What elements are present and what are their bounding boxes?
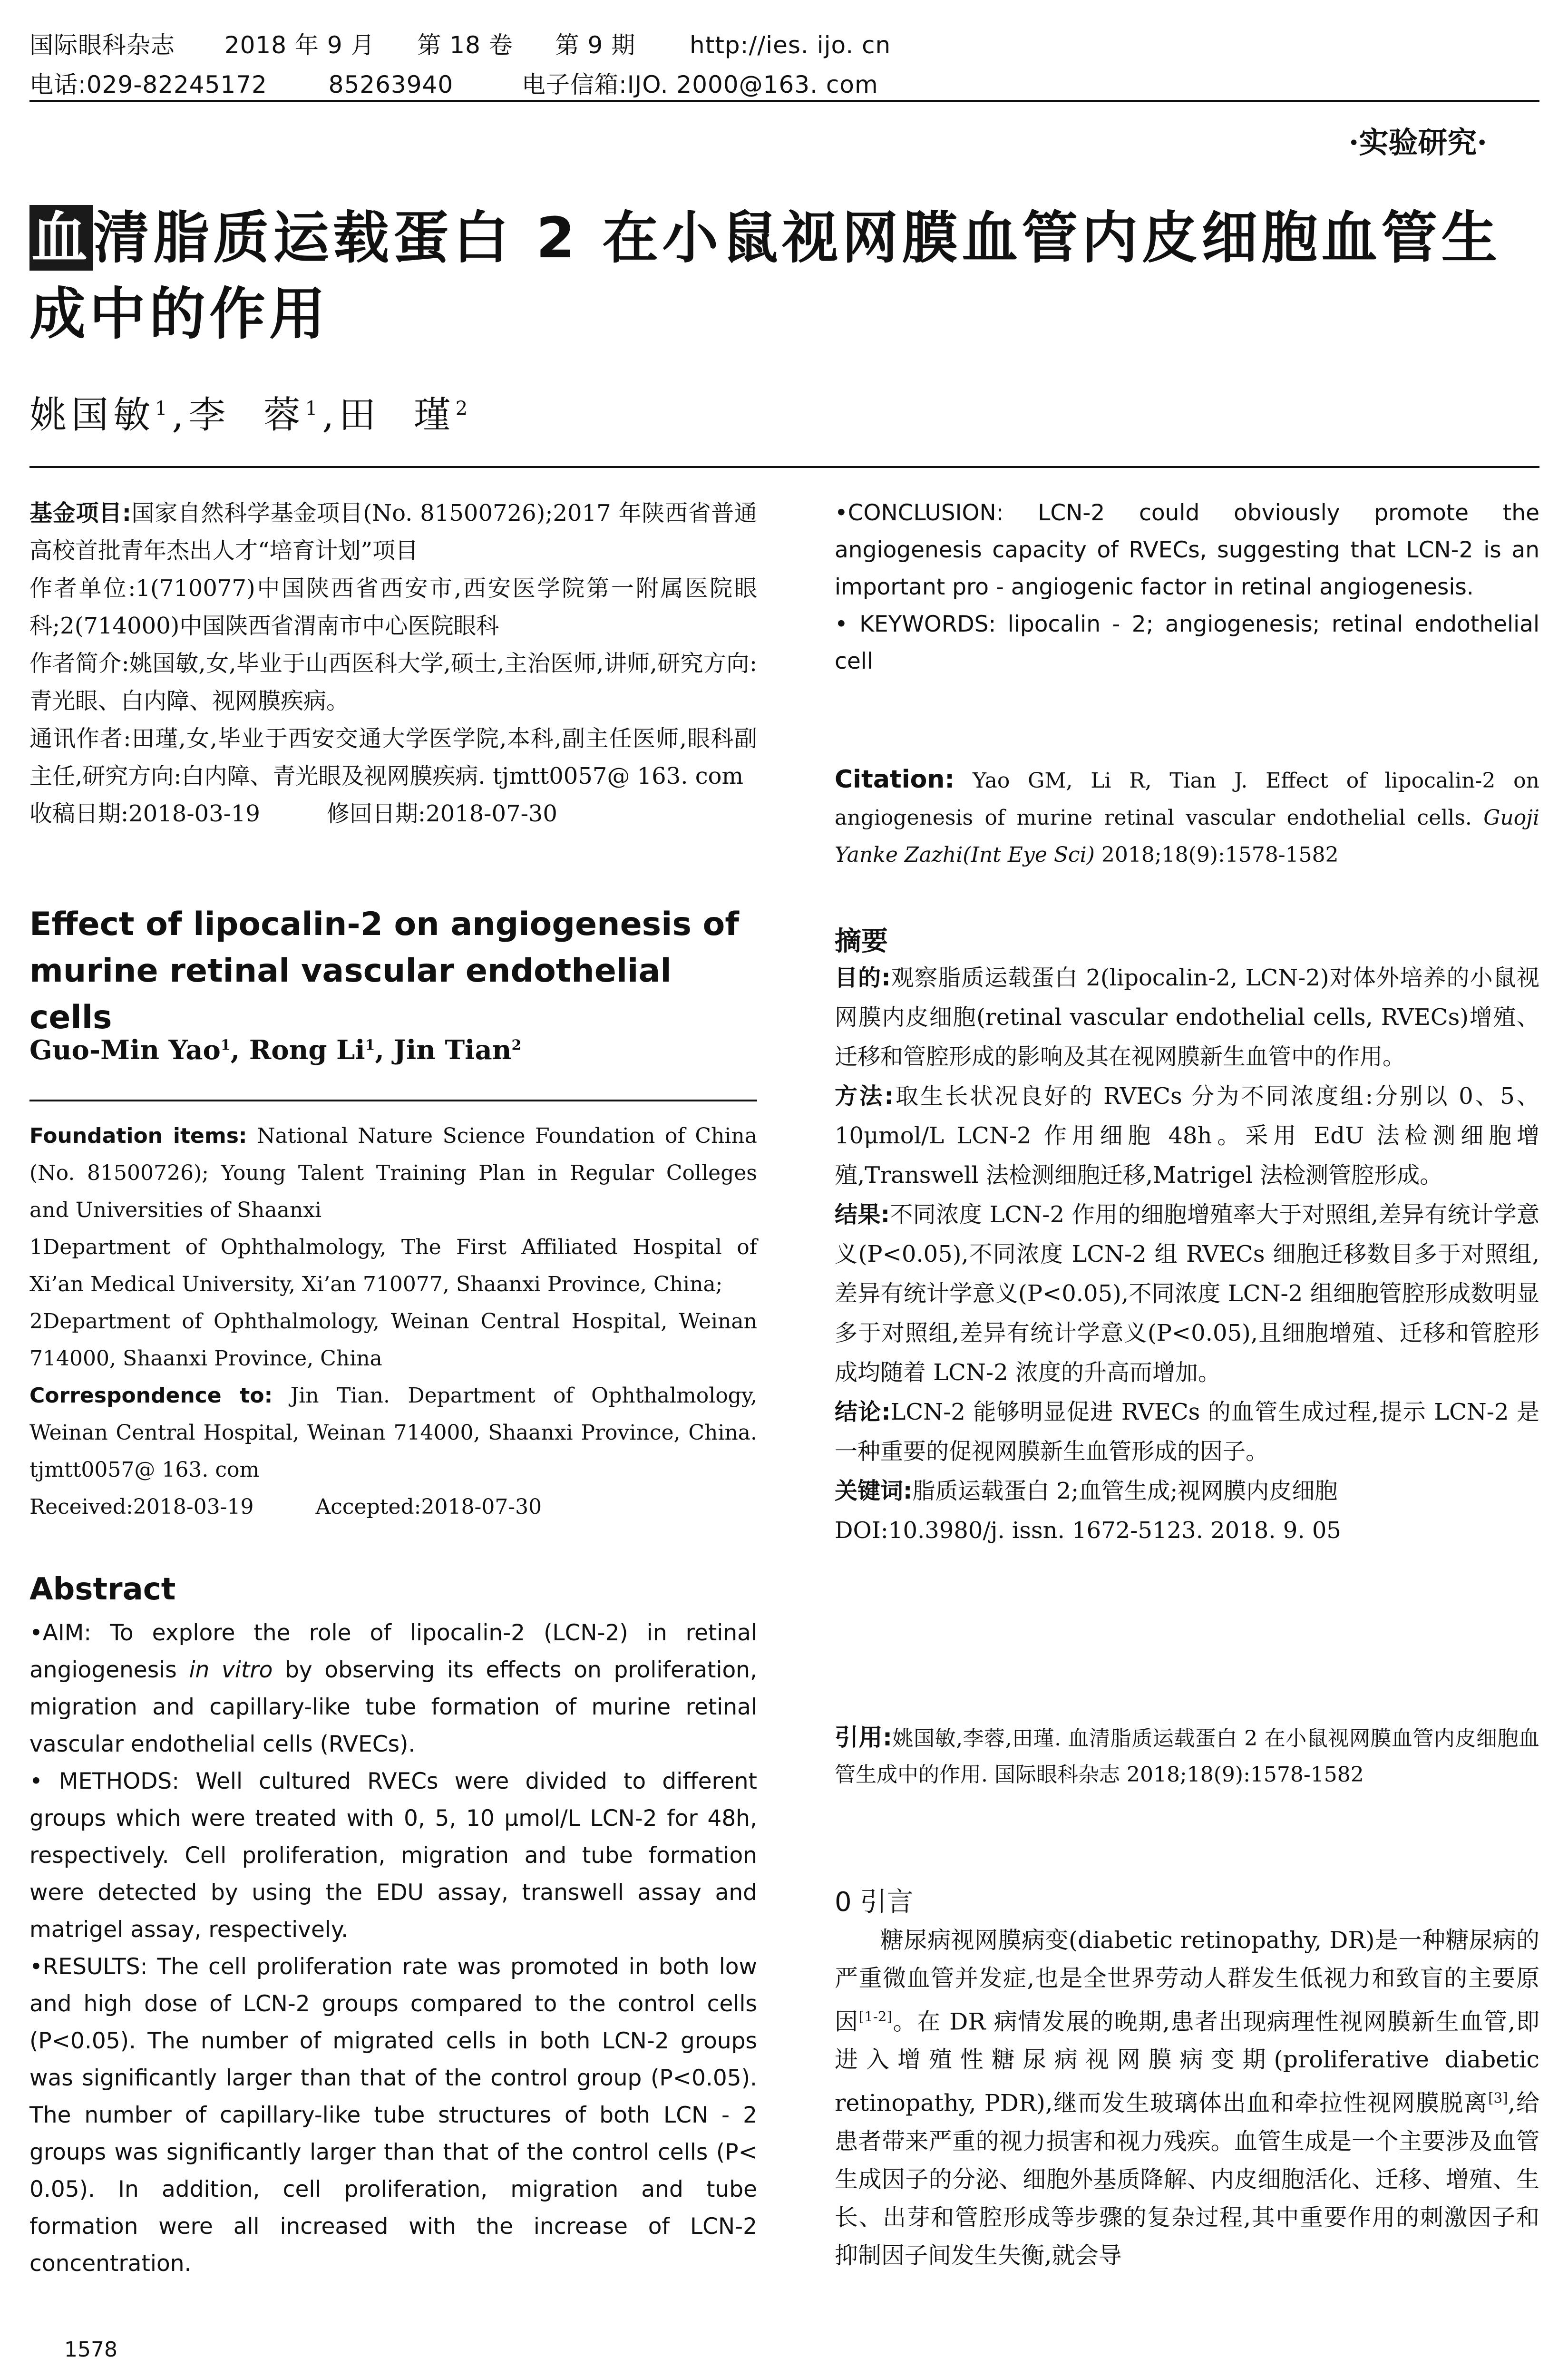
author-sep: ,	[322, 394, 339, 437]
aim-text-pre: To explore the role of lipocalin-2 (LCN-2) in retinal angiogenesis	[29, 1620, 757, 1683]
abstract-conclusion	[835, 495, 1539, 606]
unit-cn-label: 作者单位:	[29, 575, 136, 602]
corr-cn-text: 田瑾,女,毕业于西安交通大学医学院,本科,副主任医师,眼科副主任,研究方向:白内障、青光眼及视网膜疾病. tjmtt0057@ 163. com	[29, 725, 757, 789]
abstract-cn-aim-text: 观察脂质运载蛋白 2(lipocalin-2, LCN-2)对体外培养的小鼠视网膜内皮细胞(retinal vascular endothelial cells, RVECs)增殖、迁移和管腔形成的影响及其在视网膜新生血管中的作用。	[835, 964, 1539, 1070]
intro-text-c: ,给患者带来严重的视力损害和视力残疾。血管生成是一个主要涉及血管生成因子的分泌、细胞外基质降解、内皮细胞活化、迁移、增殖、生长、出芽和管腔形成等步骤的复杂过程,其中重要作用的刺激因子和抑制因子间发生失衡,就会导	[835, 2089, 1540, 2269]
article-title-cn	[29, 200, 1547, 352]
received-en: Received:2018-03-19	[29, 1495, 254, 1519]
abstract-cn-keywords-text: 脂质运载蛋白 2;血管生成;视网膜内皮细胞	[912, 1478, 1338, 1504]
author-cn-3-sup: 2	[455, 398, 473, 419]
phone-2: 85263940	[328, 71, 454, 98]
citation-en-text: Yao GM, Li R, Tian J. Effect of lipocalin-2 on angiogenesis of murine retinal vascular endothelial cells.	[835, 769, 1539, 830]
abstract-cn-results-label: 结果:	[835, 1201, 890, 1228]
ref-1-2[interactable]: [1-2]	[858, 2008, 892, 2025]
author-en-1: Guo-Min Yao	[29, 1034, 221, 1066]
citation-cn	[835, 1719, 1539, 1793]
corr-en-text: Jin Tian. Department of Ophthalmology, Weinan Central Hospital, Weinan 714000, Shaanxi Province, China. tjmtt0057@ 163. com	[29, 1383, 757, 1482]
fund-en-text: National Nature Science Foundation of China (No. 81500726); Young Talent Training Plan in Regular Colleges and Universities of Shaanxi	[29, 1124, 757, 1222]
abstract-cn-keywords-label: 关键词:	[835, 1478, 913, 1504]
revised-cn: 修回日期:2018-07-30	[326, 800, 557, 827]
header-rule	[29, 100, 1539, 102]
citation-en-tail: 2018;18(9):1578-1582	[1101, 843, 1339, 867]
citation-cn-text: 姚国敏,李蓉,田瑾. 血清脂质运载蛋白 2 在小鼠视网膜血管内皮细胞血管生成中的作用. 国际眼科杂志 2018;18(9):1578-1582	[835, 1726, 1539, 1787]
authors-cn	[29, 385, 472, 438]
results-label: •RESULTS:	[29, 1954, 148, 1980]
article-title-en: Effect of lipocalin-2 on angiogenesis of murine retinal vascular endothelial cells	[29, 906, 739, 1036]
author-en-2-sup: 1	[365, 1037, 375, 1054]
keywords-text: lipocalin - 2; angiogenesis; retinal endothelial cell	[835, 611, 1539, 674]
volume: 第 18 卷	[417, 31, 513, 59]
abstract-cn-results	[835, 1195, 1539, 1393]
dept-en-2: 2Department of Ophthalmology, Weinan Central Hospital, Weinan 714000, Shaanxi Province, China	[29, 1309, 757, 1371]
abstract-cn-aim-label: 目的:	[835, 964, 891, 991]
abstract-aim	[29, 1615, 757, 1763]
author-cn-3: 田 瑾	[339, 394, 456, 437]
conclusion-text: LCN-2 could obviously promote the angiogenesis capacity of RVECs, suggesting that LCN-2 is an important pro - angiogenic factor in retinal angiogenesis.	[835, 500, 1539, 600]
info-en	[29, 1118, 757, 1526]
unit-cn	[29, 570, 757, 645]
abstract-cn-keywords	[835, 1471, 1539, 1511]
author-en-3-sup: 2	[511, 1037, 522, 1054]
intro-heading: 0 引言	[835, 1887, 914, 1918]
abstract-cn-methods-label: 方法:	[835, 1083, 894, 1110]
author-en-3: Jin Tian	[393, 1034, 512, 1066]
author-sep: ,	[172, 394, 189, 437]
abstract-cn-methods	[835, 1077, 1539, 1195]
issue-date: 2018 年 9 月	[224, 31, 375, 59]
fund-cn-label: 基金项目:	[29, 500, 131, 526]
aim-text-italic: in vitro	[189, 1657, 273, 1683]
journal-header-line1	[29, 26, 891, 60]
abstract-en-body	[29, 1615, 757, 2282]
dates-en	[29, 1489, 757, 1526]
abstract-cn-conclusion	[835, 1393, 1539, 1471]
journal-header-line2	[29, 66, 878, 100]
fund-en-label: Foundation items:	[29, 1124, 247, 1148]
corr-en	[29, 1377, 757, 1489]
intro-cn-text: 姚国敏,女,毕业于山西医科大学,硕士,主治医师,讲师,研究方向:青光眼、白内障、视网膜疾病。	[29, 650, 757, 714]
section-tag: ·实验研究·	[1348, 125, 1487, 160]
citation-en-journal: Guoji Yanke Zazhi(Int Eye Sci)	[835, 806, 1539, 867]
abstract-en-continued	[835, 495, 1539, 680]
corr-cn-label: 通讯作者:	[29, 725, 131, 752]
intro-paragraph	[835, 1921, 1539, 2275]
abstract-cn-conclusion-label: 结论:	[835, 1399, 891, 1425]
title-rest: 清脂质运载蛋白 2 在小鼠视网膜血管内皮细胞血管生成中的作用	[29, 205, 1501, 347]
journal-email[interactable]: 电子信箱:IJO. 2000@163. com	[521, 71, 878, 98]
dates-cn	[29, 795, 757, 833]
fund-cn-text: 国家自然科学基金项目(No. 81500726);2017 年陕西省普通高校首批青年杰出人才“培育计划”项目	[29, 500, 757, 564]
keywords-label: • KEYWORDS:	[835, 611, 996, 637]
intro-cn	[29, 645, 757, 720]
intro-text-b: 。在 DR 病情发展的晚期,患者出现病理性视网膜新生血管,即进入增殖性糖尿病视网膜病变期(proliferative diabetic retinopathy, PDR),继而发生玻璃体出血和牵拉性视网膜脱离	[835, 2008, 1539, 2117]
dept-en-1: 1Department of Ophthalmology, The First Affiliated Hospital of Xi’an Medical University, Xi’an 710077, Shaanxi Province, China;	[29, 1235, 757, 1296]
doi[interactable]: DOI:10.3980/j. issn. 1672-5123. 2018. 9. 05	[835, 1517, 1341, 1544]
abstract-cn-methods-text: 取生长状况良好的 RVECs 分为不同浓度组:分别以 0、5、10μmol/L LCN-2 作用细胞 48h。采用 EdU 法检测细胞增殖,Transwell 法检测细胞迁移,Matrigel 法检测管腔形成。	[835, 1083, 1539, 1188]
journal-url[interactable]: http://ies. ijo. cn	[690, 31, 891, 59]
unit-cn-text: 1(710077)中国陕西省西安市,西安医学院第一附属医院眼科;2(714000)中国陕西省渭南市中心医院眼科	[29, 575, 757, 639]
abstract-heading: Abstract	[29, 1572, 176, 1607]
corr-en-label: Correspondence to:	[29, 1383, 273, 1408]
author-cn-2-sup: 1	[305, 398, 322, 419]
intro-text-a: 糖尿病视网膜病变(diabetic retinopathy, DR)是一种糖尿病的严重微血管并发症,也是全世界劳动人群发生低视力和致盲的主要原因	[835, 1927, 1539, 2036]
fund-en	[29, 1118, 757, 1229]
issue-number: 第 9 期	[555, 31, 636, 59]
abstract-keywords	[835, 606, 1539, 680]
corr-cn	[29, 720, 757, 795]
citation-en-label: Citation:	[835, 765, 955, 794]
methods-text: Well cultured RVECs were divided to different groups which were treated with 0, 5, 10 μmol/L LCN-2 for 48h, respectively. Cell proliferation, migration and tube formation were detected by using the EDU assay, transwell assay and matrigel assay, respectively.	[29, 1768, 757, 1943]
citation-en	[835, 761, 1539, 874]
info-cn	[29, 495, 757, 833]
aim-text-post: by observing its effects on proliferation, migration and capillary-like tube formation of murine retinal vascular endothelial cells (RVECs).	[29, 1657, 757, 1757]
conclusion-label: •CONCLUSION:	[835, 500, 1004, 526]
received-cn: 收稿日期:2018-03-19	[29, 800, 260, 827]
abstract-cn-results-text: 不同浓度 LCN-2 作用的细胞增殖率大于对照组,差异有统计学意义(P<0.05),不同浓度 LCN-2 组 RVECs 细胞迁移数目多于对照组,差异有统计学意义(P<0.05),不同浓度 LCN-2 组细胞管腔形成数明显多于对照组,差异有统计学意义(P<0.05),且细胞增殖、迁移和管腔形成均随着 LCN-2 浓度的升高而增加。	[835, 1201, 1539, 1386]
accepted-en: Accepted:2018-07-30	[315, 1495, 542, 1519]
abstract-cn-body	[835, 958, 1539, 1550]
fund-cn	[29, 495, 757, 570]
journal-name: 国际眼科杂志	[29, 31, 175, 59]
abstract-cn-heading: 摘要	[835, 926, 888, 957]
ref-3[interactable]: [3]	[1488, 2090, 1508, 2106]
abstract-cn-conclusion-text: LCN-2 能够明显促进 RVECs 的血管生成过程,提示 LCN-2 是一种重要的促视网膜新生血管形成的因子。	[835, 1399, 1539, 1465]
title-first-char: 血	[29, 205, 93, 271]
author-en-1-sup: 1	[220, 1037, 231, 1054]
intro-cn-label: 作者简介:	[29, 650, 129, 677]
title-rule	[29, 466, 1539, 468]
methods-label: • METHODS:	[29, 1768, 180, 1794]
citation-cn-label: 引用:	[835, 1724, 893, 1751]
results-text: The cell proliferation rate was promoted in both low and high dose of LCN-2 groups compared to the control cells (P<0.05). The number of migrated cells in both LCN-2 groups was significantly larger than that of the control group (P<0.05). The number of capillary-like tube structures of both LCN - 2 groups was significantly larger than that of the control cells (P< 0.05). In addition, cell proliferation, migration and tube formation were all increased with the increase of LCN-2 concentration.	[29, 1954, 757, 2277]
phone: 电话:029-82245172	[29, 71, 267, 98]
author-cn-1-sup: 1	[155, 398, 172, 419]
authors-en: Guo-Min Yao$^1$, Rong Li$^1$, Jin Tian$^2$	[29, 1034, 522, 1066]
author-cn-1: 姚国敏	[29, 394, 156, 437]
aim-label: •AIM:	[29, 1620, 92, 1646]
abstract-methods	[29, 1763, 757, 1948]
authors-en-rule	[29, 1100, 757, 1101]
author-en-2: Rong Li	[249, 1034, 365, 1066]
abstract-cn-aim	[835, 958, 1539, 1077]
abstract-results	[29, 1948, 757, 2282]
page-number: 1578	[64, 2338, 117, 2362]
author-cn-2: 李 蓉	[188, 394, 305, 437]
